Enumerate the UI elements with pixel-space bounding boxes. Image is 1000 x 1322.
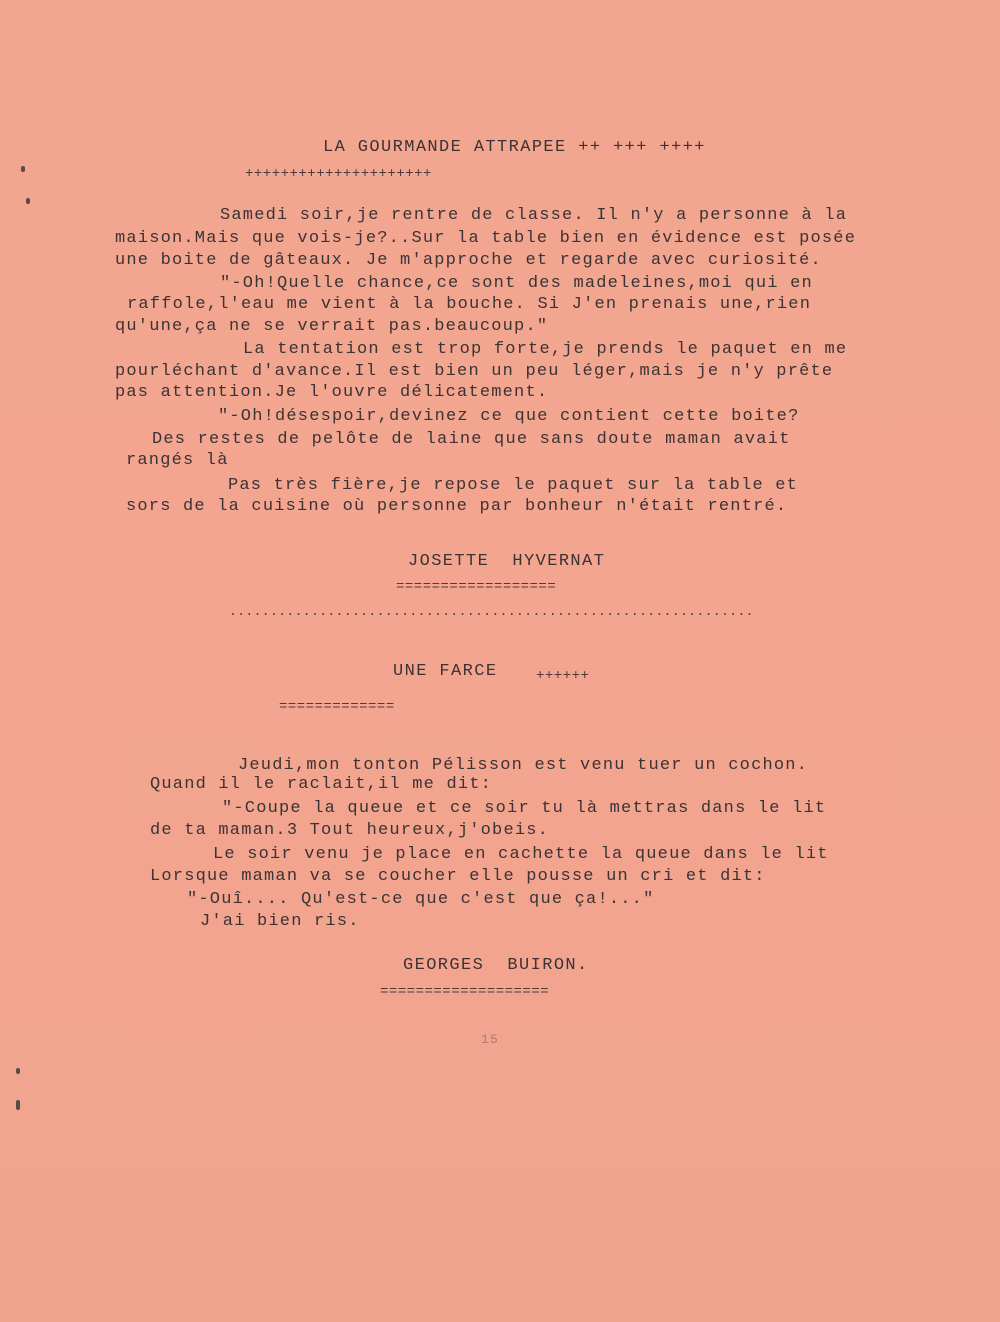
story2-line: "-Coupe la queue et ce soir tu là mettras dans le lit (222, 799, 827, 818)
story2-line: "-Ouî.... Qu'est-ce que c'est que ça!..." (187, 890, 655, 909)
story2-line: de ta maman.3 Tout heureux,j'obeis. (150, 821, 550, 840)
story1-line: raffole,l'eau me vient à la bouche. Si J'en prenais une,rien (127, 295, 812, 314)
story2-title-plus: ++++++ (536, 668, 590, 684)
story1-line: une boite de gâteaux. Je m'approche et regarde avec curiosité. (115, 251, 822, 270)
margin-mark (26, 198, 30, 204)
story1-line: pas attention.Je l'ouvre délicatement. (115, 383, 549, 402)
story2-title-rule: ============= (279, 699, 395, 715)
story2-line: Le soir venu je place en cachette la queue dans le lit (213, 845, 829, 864)
story1-line: Des restes de pelôte de laine que sans doute maman avait (152, 430, 791, 449)
margin-mark (16, 1100, 20, 1110)
story1-line: sors de la cuisine où personne par bonheur n'était rentré. (126, 497, 788, 516)
margin-mark (21, 166, 25, 172)
margin-mark (16, 1068, 20, 1074)
story1-author: JOSETTE HYVERNAT (408, 552, 606, 571)
story1-title-rule: +++++++++++++++++++++ (245, 166, 432, 182)
story1-line: "-Oh!Quelle chance,ce sont des madeleines,moi qui en (220, 274, 813, 293)
story1-line: Samedi soir,je rentre de classe. Il n'y a personne à la (220, 206, 848, 225)
story2-author: GEORGES BUIRON. (403, 956, 589, 975)
story2-line: Quand il le raclait,il me dit: (150, 775, 493, 794)
story2-line: J'ai bien ris. (200, 912, 360, 931)
story1-line: qu'une,ça ne se verrait pas.beaucoup." (115, 317, 549, 336)
story2-title: UNE FARCE (393, 662, 498, 681)
story1-line: "-Oh!désespoir,devinez ce que contient cette boite? (218, 407, 800, 426)
story1-line: pourléchant d'avance.Il est bien un peu léger,mais je n'y prête (115, 362, 834, 381)
story1-author-rule: ================== (396, 579, 557, 595)
story2-line: Jeudi,mon tonton Pélisson est venu tuer un cochon. (238, 756, 809, 775)
story1-line: Pas très fière,je repose le paquet sur la table et (228, 476, 799, 495)
story1-line: La tentation est trop forte,je prends le paquet en me (243, 340, 848, 359)
section-separator: ................................................................ (229, 604, 754, 619)
story2-line: Lorsque maman va se coucher elle pousse un cri et dit: (150, 867, 766, 886)
page-number: 15 (481, 1032, 500, 1047)
story1-title: LA GOURMANDE ATTRAPEE ++ +++ ++++ (323, 138, 706, 157)
story2-author-rule: =================== (380, 984, 550, 1000)
story1-line: maison.Mais que vois-je?..Sur la table bien en évidence est posée (115, 229, 857, 248)
story1-line: rangés là (126, 451, 229, 470)
